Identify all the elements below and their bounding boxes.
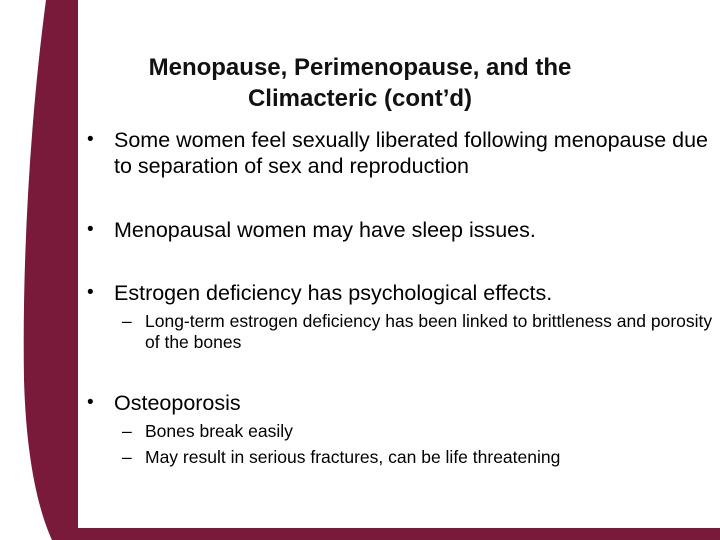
sub-bullet-text: Bones break easily — [145, 421, 293, 441]
bullet-text: Menopausal women may have sleep issues. — [114, 218, 536, 242]
sidebar-curve-decoration — [0, 0, 52, 540]
bullet-text: Osteoporosis — [114, 391, 241, 415]
slide-title — [80, 52, 640, 114]
sub-bullet-text: May result in serious fractures, can be life threatening — [145, 447, 561, 467]
bullet-item — [87, 127, 714, 179]
sub-bullet-marker: – — [122, 421, 132, 441]
sub-bullet-item — [122, 421, 720, 442]
bullet-marker: • — [87, 282, 94, 303]
bottom-accent-bar — [78, 528, 720, 540]
sub-bullet-marker: – — [122, 447, 132, 467]
sub-bullet-marker: – — [122, 311, 132, 331]
bullet-item — [87, 390, 714, 416]
bullet-text: Some women feel sexually liberated following menopause due to separation of sex and reproduction — [114, 128, 708, 178]
bullet-item — [87, 280, 714, 306]
sub-bullet-item — [122, 447, 720, 468]
slide-title-line-2: Climacteric (cont’d) — [247, 85, 473, 112]
bullet-item — [87, 217, 714, 243]
sub-bullet-item — [122, 311, 720, 353]
bullet-marker: • — [87, 219, 94, 240]
slide-title-line-1: Menopause, Perimenopause, and the — [148, 54, 572, 81]
sub-bullet-text: Long-term estrogen deficiency has been linked to brittleness and porosity of the bones — [145, 311, 713, 352]
bullet-marker: • — [87, 129, 94, 150]
bullet-text: Estrogen deficiency has psychological effects. — [114, 281, 553, 305]
bullet-marker: • — [87, 392, 94, 413]
